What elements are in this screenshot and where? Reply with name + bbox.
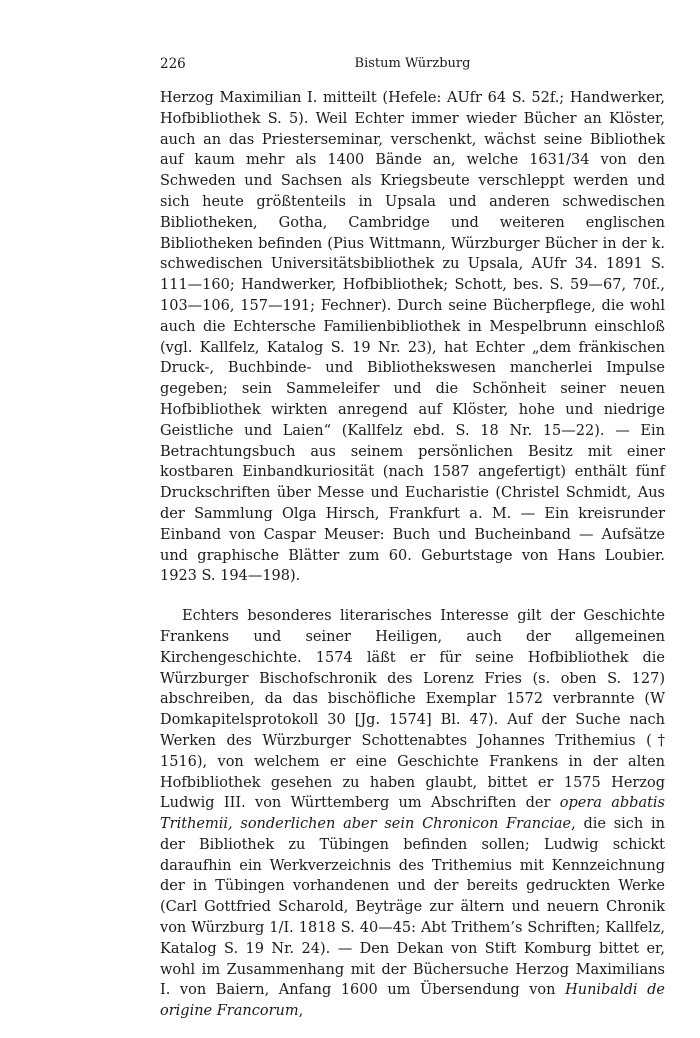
italic-title-hunibaldi: Hunibaldi de origine Francorum	[160, 982, 665, 1020]
italic-quote-trithemii: opera abbatis Trithemii, sonderlichen aber sein Chronicon Franciae	[160, 795, 665, 833]
paragraph-1	[160, 88, 665, 587]
paragraph-2	[160, 606, 665, 1022]
running-head	[160, 54, 665, 74]
body-text	[160, 88, 665, 1022]
paragraph-1-text: Herzog Maximilian I. mitteilt (Hefele: AUfr 64 S. 52f.; Handwerker, Hofbibliothek S. 5). Weil Echter immer wieder Bücher an Klöster, auch an das Priesterseminar, verschenkt, wächst seine Bibliothek auf kaum mehr als 1400 Bände an, welche 1631/34 von den Schweden und Sachsen als Kriegsbeute verschleppt werden und sich heute größtenteils in Upsala und anderen schwedischen Bibliotheken, Gotha, Cambridge und weiteren englischen Bibliotheken befinden (Pius Wittmann, Würzburger Bücher in der k. schwedischen Universitätsbibliothek zu Upsala, AUfr 34. 1891 S. 111—160; Handwerker, Hofbibliothek; Schott, bes. S. 59—67, 70f., 103—106, 157—191; Fechner). Durch seine Bücherpflege, die wohl auch die Echtersche Familienbibliothek in Mespelbrunn einschloß (vgl. Kallfelz, Katalog S. 19 Nr. 23), hat Echter „dem fränkischen Druck-, Buchbinde- und Bibliothekswesen mancherlei Impulse gegeben; sein Sammeleifer und die Schönheit seiner neuen Hofbibliothek wirkten anregend auf Klöster, hohe und niedrige Geistliche und Laien“ (Kallfelz ebd. S. 18 Nr. 15—22). — Ein Betrachtungsbuch aus seinem persönlichen Besitz mit einer kostbaren Einbandkuriosität (nach 1587 angefertigt) enthält fünf Druckschriften über Messe und Eucharistie (Christel Schmidt, Aus der Sammlung Olga Hirsch, Frankfurt a. M. — Ein kreisrunder Einband von Caspar Meuser: Buch und Bucheinband — Aufsätze und graphische Blätter zum 60. Geburtstage von Hans Loubier. 1923 S. 194—198).	[160, 90, 665, 585]
running-title: Bistum Würzburg	[354, 56, 471, 71]
paragraph-2-text-a: Echters besonderes literarisches Interesse gilt der Geschichte Frankens und seiner Heiligen, auch der allgemeinen Kirchengeschichte. 1574 läßt er für seine Hofbibliothek die Würzburger Bischofschronik des Lorenz Fries (s. oben S. 127) abschreiben, da das bischöfliche Exemplar 1572 verbrannte (W Domkapitelsprotokoll 30 [Jg. 1574] Bl. 47). Auf der Suche nach Werken des Würzburger Schottenabtes Johannes Trithemius († 1516), von welchem er eine Geschichte Frankens in der alten Hofbibliothek gesehen zu haben glaubt, bittet er 1575 Herzog Ludwig III. von Württemberg um Abschriften der	[160, 608, 665, 812]
paragraph-2-text-b: , die sich in der Bibliothek zu Tübingen befinden sollen; Ludwig schickt daraufhin ein Werkverzeichnis des Trithemius mit Kennzeichnung der in Tübingen vorhandenen und der bereits gedruckten Werke (Carl Gottfried Scharold, Beyträge zur ältern und neuern Chronik von Würzburg 1/I. 1818 S. 40—45: Abt Trithem’s Schriften; Kallfelz, Katalog S. 19 Nr. 24). — Den Dekan von Stift Komburg bittet er, wohl im Zusammenhang mit der Büchersuche Herzog Maximilians I. von Baiern, Anfang 1600 um Übersendung von	[160, 816, 666, 999]
page-number: 226	[160, 56, 186, 72]
paragraph-2-text-c: ,	[298, 1003, 304, 1020]
